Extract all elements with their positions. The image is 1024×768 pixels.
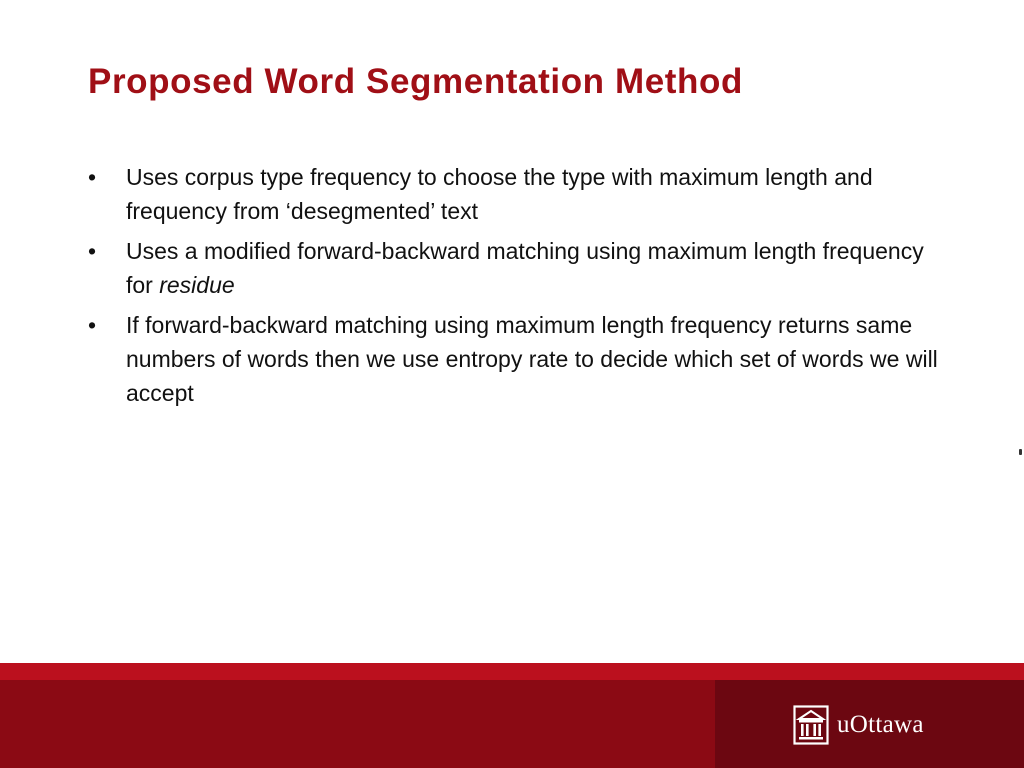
uottawa-logo [793, 705, 924, 745]
bullet-marker: • [88, 312, 97, 338]
bullet-text [126, 238, 924, 298]
bullet-marker: • [88, 238, 97, 264]
bullet-text: If forward-backward matching using maximum length frequency returns same numbers of words then we use entropy rate to decide which set of words we will accept [126, 312, 938, 406]
bullet-list [88, 160, 948, 416]
footer-band-top [0, 663, 1024, 680]
bullet-text-regular: Uses a modified forward-backward matching using maximum length frequency for [126, 238, 924, 298]
bullet-marker: • [88, 164, 97, 190]
stray-mark [1019, 449, 1022, 455]
bullet-item [88, 234, 948, 302]
bullet-item [88, 160, 948, 228]
bullet-text: Uses corpus type frequency to choose the type with maximum length and frequency from ‘desegmented’ text [126, 164, 873, 224]
bullet-text-italic: residue [159, 272, 235, 298]
logo-text: uOttawa [837, 711, 924, 738]
bullet-item [88, 308, 948, 410]
slide-title: Proposed Word Segmentation Method [88, 62, 743, 101]
university-building-icon [793, 705, 829, 745]
